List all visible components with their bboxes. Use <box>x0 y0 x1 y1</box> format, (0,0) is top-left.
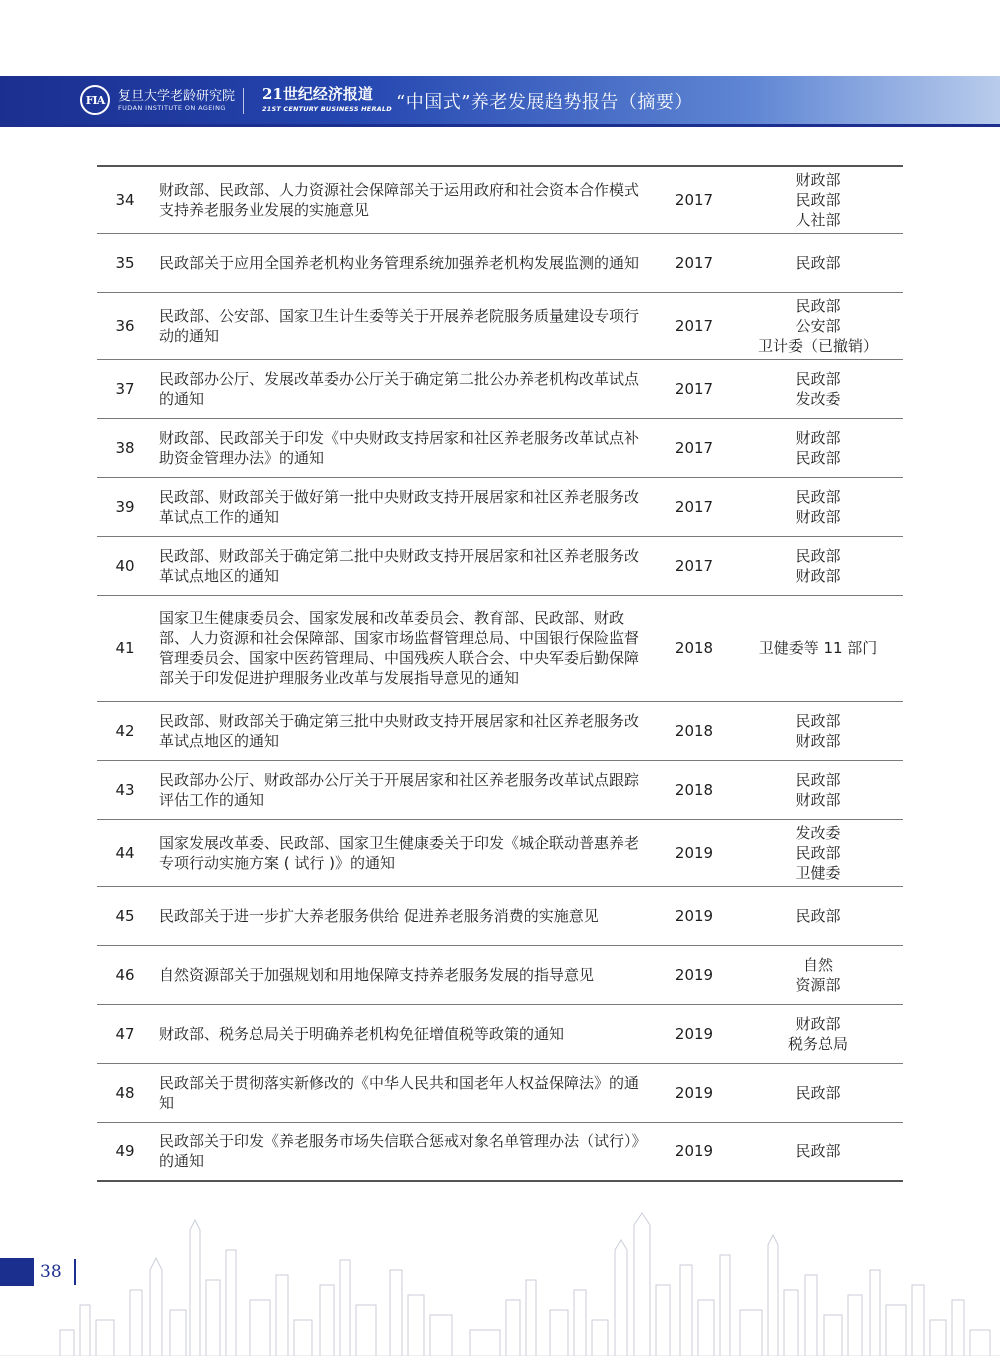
row-number: 42 <box>97 701 153 760</box>
row-number: 39 <box>97 477 153 536</box>
department-name: 公安部 <box>795 316 841 335</box>
page-number: 38 <box>40 1262 62 1282</box>
department-name: 财政部 <box>795 428 841 447</box>
policy-title: 民政部、公安部、国家卫生计生委等关于开展养老院服务质量建设专项行动的通知 <box>153 292 655 359</box>
department-name: 财政部 <box>795 731 841 750</box>
row-number: 35 <box>97 233 153 292</box>
policy-title: 民政部关于贯彻落实新修改的《中华人民共和国老年人权益保障法》的通知 <box>153 1063 655 1122</box>
policy-title: 民政部、财政部关于确定第二批中央财政支持开展居家和社区养老服务改革试点地区的通知 <box>153 536 655 595</box>
policy-title: 财政部、税务总局关于明确养老机构免征增值税等政策的通知 <box>153 1004 655 1063</box>
department-name: 民政部 <box>795 843 841 862</box>
table-row <box>97 292 903 359</box>
row-number: 44 <box>97 819 153 886</box>
logo-text: FIA <box>85 93 105 107</box>
table-row <box>97 418 903 477</box>
department-name: 财政部 <box>795 170 841 189</box>
table-row <box>97 760 903 819</box>
policy-year: 2019 <box>655 886 733 945</box>
issuing-departments <box>733 1063 903 1122</box>
table-row <box>97 536 903 595</box>
table-row <box>97 477 903 536</box>
page-number-tab <box>0 1258 34 1286</box>
department-name: 自然 <box>802 955 833 974</box>
issuing-departments <box>733 701 903 760</box>
issuing-departments <box>733 166 903 233</box>
row-number: 49 <box>97 1122 153 1181</box>
row-number: 45 <box>97 886 153 945</box>
row-number: 41 <box>97 595 153 701</box>
table-row <box>97 1004 903 1063</box>
policy-title: 民政部办公厅、发展改革委办公厅关于确定第二批公办养老机构改革试点的通知 <box>153 359 655 418</box>
policy-year: 2017 <box>655 477 733 536</box>
policy-title: 民政部办公厅、财政部办公厅关于开展居家和社区养老服务改革试点跟踪评估工作的通知 <box>153 760 655 819</box>
department-name: 民政部 <box>795 296 841 315</box>
department-name: 财政部 <box>795 790 841 809</box>
department-name: 财政部 <box>795 507 841 526</box>
fudan-institute-logo-icon <box>80 85 110 115</box>
department-name: 民政部 <box>795 253 841 272</box>
policy-table <box>97 165 903 1182</box>
table-row <box>97 166 903 233</box>
policy-year: 2017 <box>655 166 733 233</box>
policy-year: 2017 <box>655 418 733 477</box>
policy-title: 民政部、财政部关于确定第三批中央财政支持开展居家和社区养老服务改革试点地区的通知 <box>153 701 655 760</box>
row-number: 36 <box>97 292 153 359</box>
policy-title: 民政部关于进一步扩大养老服务供给 促进养老服务消费的实施意见 <box>153 886 655 945</box>
row-number: 40 <box>97 536 153 595</box>
institute-name-cn: 复旦大学老龄研究院 <box>118 89 236 104</box>
department-name: 民政部 <box>795 1142 841 1161</box>
header-rule <box>0 124 1000 127</box>
table-row <box>97 886 903 945</box>
issuing-departments <box>733 418 903 477</box>
issuing-departments <box>733 819 903 886</box>
policy-year: 2019 <box>655 1004 733 1063</box>
table-row <box>97 1063 903 1122</box>
policy-title: 国家卫生健康委员会、国家发展和改革委员会、教育部、民政部、财政部、人力资源和社会保障部、国家市场监督管理总局、中国银行保险监督管理委员会、国家中医药管理局、中国残疾人联合会、中央军委后勤保障部关于印发促进护理服务业改革与发展指导意见的通知 <box>153 595 655 701</box>
policy-year: 2017 <box>655 233 733 292</box>
issuing-departments <box>733 292 903 359</box>
policy-year: 2019 <box>655 1122 733 1181</box>
issuing-departments <box>733 945 903 1004</box>
newspaper-name-en: 21ST CENTURY BUSINESS HERALD <box>262 105 392 113</box>
department-name: 民政部 <box>795 1083 841 1102</box>
newspaper-name-cn: 21世纪经济报道 <box>262 85 373 103</box>
department-name: 民政部 <box>795 369 841 388</box>
row-number: 46 <box>97 945 153 1004</box>
department-name: 税务总局 <box>787 1034 848 1053</box>
department-name: 人社部 <box>795 210 841 229</box>
policy-title: 民政部关于印发《养老服务市场失信联合惩戒对象名单管理办法（试行）》的通知 <box>153 1122 655 1181</box>
department-name: 民政部 <box>795 190 841 209</box>
table-row <box>97 233 903 292</box>
department-name: 发改委 <box>795 389 841 408</box>
page-header <box>0 76 1000 124</box>
department-name: 卫健委 <box>795 863 841 882</box>
policy-year: 2019 <box>655 1063 733 1122</box>
policy-year: 2019 <box>655 819 733 886</box>
page-number-bar <box>74 1259 76 1285</box>
issuing-departments <box>733 477 903 536</box>
row-number: 47 <box>97 1004 153 1063</box>
policy-title: 财政部、民政部关于印发《中央财政支持居家和社区养老服务改革试点补助资金管理办法》的通知 <box>153 418 655 477</box>
city-skyline-illustration <box>0 1210 1000 1356</box>
department-name: 民政部 <box>795 546 841 565</box>
issuing-departments <box>733 359 903 418</box>
department-name: 民政部 <box>795 906 841 925</box>
row-number: 38 <box>97 418 153 477</box>
policy-year: 2018 <box>655 760 733 819</box>
department-name: 卫计委（已撤销） <box>757 336 878 355</box>
row-number: 43 <box>97 760 153 819</box>
department-name: 民政部 <box>795 711 841 730</box>
policy-year: 2018 <box>655 701 733 760</box>
issuing-departments <box>733 760 903 819</box>
table-row <box>97 1122 903 1181</box>
department-name: 发改委 <box>795 823 841 842</box>
table-row <box>97 945 903 1004</box>
institute-name-en: FUDAN INSTITUTE ON AGEING <box>118 104 226 112</box>
department-name: 民政部 <box>795 770 841 789</box>
row-number: 37 <box>97 359 153 418</box>
report-title: “中国式”养老发展趋势报告（摘要） <box>396 92 693 113</box>
issuing-departments <box>733 595 903 701</box>
policy-year: 2017 <box>655 292 733 359</box>
department-name: 财政部 <box>795 1014 841 1033</box>
policy-year: 2017 <box>655 536 733 595</box>
table-row <box>97 595 903 701</box>
policy-title: 财政部、民政部、人力资源社会保障部关于运用政府和社会资本合作模式支持养老服务业发展的实施意见 <box>153 166 655 233</box>
department-name: 民政部 <box>795 448 841 467</box>
issuing-departments <box>733 1004 903 1063</box>
policy-title: 民政部、财政部关于做好第一批中央财政支持开展居家和社区养老服务改革试点工作的通知 <box>153 477 655 536</box>
issuing-departments <box>733 233 903 292</box>
department-name: 资源部 <box>795 975 841 994</box>
policy-title: 民政部关于应用全国养老机构业务管理系统加强养老机构发展监测的通知 <box>153 233 655 292</box>
row-number: 48 <box>97 1063 153 1122</box>
policy-title: 自然资源部关于加强规划和用地保障支持养老服务发展的指导意见 <box>153 945 655 1004</box>
department-name: 民政部 <box>795 487 841 506</box>
department-name: 财政部 <box>795 566 841 585</box>
row-number: 34 <box>97 166 153 233</box>
table-row <box>97 701 903 760</box>
table-row <box>97 359 903 418</box>
policy-table-body <box>97 166 903 1181</box>
issuing-departments <box>733 886 903 945</box>
table-row <box>97 819 903 886</box>
header-divider <box>243 88 244 114</box>
department-name: 卫健委等 11 部门 <box>758 639 878 657</box>
issuing-departments <box>733 536 903 595</box>
policy-year: 2017 <box>655 359 733 418</box>
policy-title: 国家发展改革委、民政部、国家卫生健康委关于印发《城企联动普惠养老专项行动实施方案 ( 试行 )》的通知 <box>153 819 655 886</box>
policy-year: 2018 <box>655 595 733 701</box>
policy-year: 2019 <box>655 945 733 1004</box>
issuing-departments <box>733 1122 903 1181</box>
